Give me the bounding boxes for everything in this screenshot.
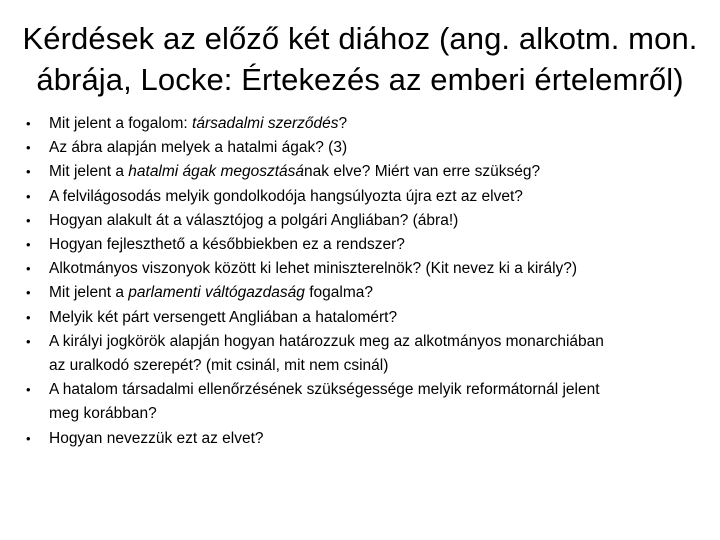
- list-item: [26, 136, 716, 160]
- list-item-text: nak elve? Miért van erre szükség?: [304, 163, 541, 181]
- list-item-line: [49, 233, 716, 257]
- bullet-dot-icon: •: [26, 116, 31, 131]
- bullet-dot-icon: •: [26, 237, 31, 253]
- list-item-text: ?: [338, 115, 348, 132]
- bullet-dot-icon: •: [26, 140, 31, 156]
- bullet-dot-icon: •: [26, 164, 31, 180]
- list-item-text: Hogyan fejleszthető a későbbiekben ez a rendszer?: [49, 236, 405, 254]
- list-item: [26, 185, 716, 209]
- list-item-text: Alkotmányos viszonyok között ki lehet miniszterelnök? (Kit nevez ki a király?): [49, 260, 578, 278]
- list-item: [26, 378, 716, 426]
- bullet-dot-icon: •: [26, 382, 31, 398]
- list-item-text: A hatalom társadalmi ellenőrzésének szükségessége melyik reformátornál jelent: [49, 381, 600, 399]
- list-item: [26, 306, 716, 330]
- list-item-text: A felvilágosodás melyik gondolkodója hangsúlyozta újra ezt az elvet?: [49, 187, 523, 205]
- list-item: [26, 160, 716, 184]
- list-item-line: [49, 427, 716, 451]
- list-item-text: Hogyan nevezzük ezt az elvet?: [49, 429, 264, 447]
- list-item-text: Melyik két párt versengett Angliában a hatalomért?: [49, 308, 398, 326]
- list-item-line: [49, 281, 716, 305]
- list-item-line: [49, 160, 716, 184]
- bullet-dot-icon: •: [26, 261, 31, 277]
- list-item: [26, 427, 716, 451]
- list-item-line: [49, 402, 716, 426]
- list-item: [26, 330, 716, 378]
- bullet-dot-icon: •: [26, 333, 31, 349]
- list-item-text: meg korábban?: [49, 405, 157, 423]
- list-item-text: Mit jelent a fogalom:: [49, 115, 193, 132]
- list-item-line: [49, 306, 716, 330]
- list-item: [26, 281, 716, 305]
- list-item-line: [49, 257, 716, 281]
- list-item: [26, 112, 716, 136]
- list-item-line: [49, 136, 716, 160]
- emphasized-term: parlamenti váltógazdaság: [128, 284, 305, 302]
- emphasized-term: hatalmi ágak megosztásá: [128, 163, 305, 181]
- list-item-line: [49, 354, 716, 378]
- bullet-dot-icon: •: [26, 188, 31, 204]
- list-item-line: [49, 112, 716, 136]
- question-list: [26, 112, 716, 451]
- list-item-text: az uralkodó szerepét? (mit csinál, mit nem csinál): [49, 357, 389, 375]
- list-item-text: Az ábra alapján melyek a hatalmi ágak? (3): [49, 139, 348, 157]
- slide-title-line-2: ábrája, Locke: Értekezés az emberi értelemről): [36, 62, 684, 97]
- bullet-dot-icon: •: [26, 309, 31, 325]
- bullet-dot-icon: •: [26, 212, 31, 228]
- bullet-dot-icon: •: [26, 285, 31, 301]
- list-item-text: Mit jelent a: [49, 284, 129, 302]
- list-item-line: [49, 209, 716, 233]
- bullet-dot-icon: •: [26, 430, 31, 446]
- list-item-line: [49, 378, 716, 402]
- slide-title-line-1: Kérdések az előző két diához (ang. alkotm. mon.: [22, 21, 698, 56]
- list-item-text: Hogyan alakult át a választójog a polgári Angliában? (ábra!): [49, 211, 459, 229]
- list-item-text: Mit jelent a: [49, 163, 129, 181]
- list-item-line: [49, 185, 716, 209]
- list-item: [26, 257, 716, 281]
- list-item: [26, 209, 716, 233]
- slide-title: [0, 18, 720, 100]
- list-item-text: fogalma?: [304, 284, 373, 302]
- list-item-text: A királyi jogkörök alapján hogyan határozzuk meg az alkotmányos monarchiában: [49, 332, 604, 350]
- emphasized-term: társadalmi szerződés: [192, 115, 339, 132]
- list-item: [26, 233, 716, 257]
- list-item-line: [49, 330, 716, 354]
